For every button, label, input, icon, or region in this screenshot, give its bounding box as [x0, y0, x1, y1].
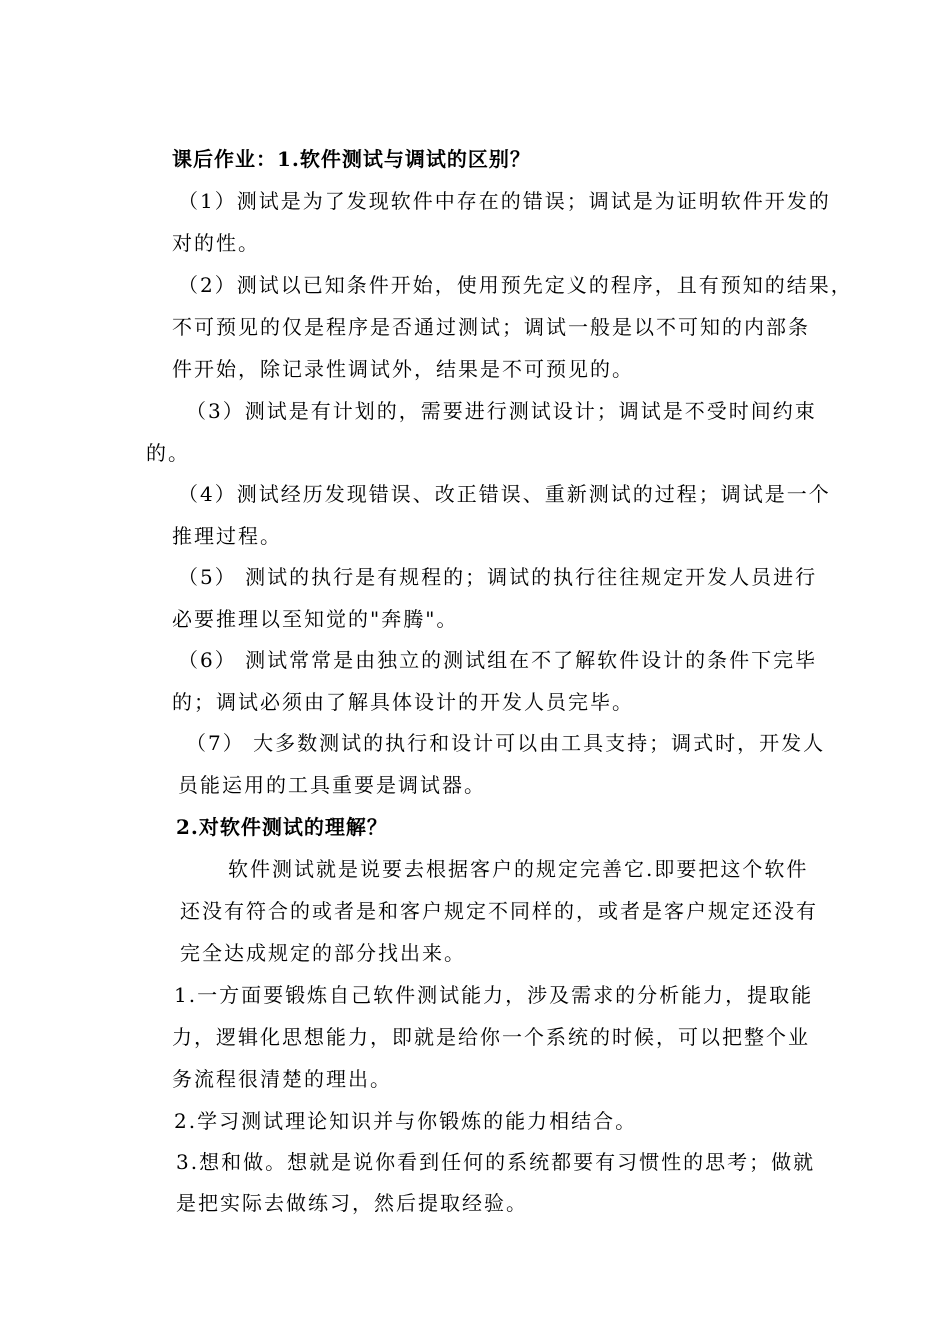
difference-item-3: （3）测试是有计划的，需要进行测试设计；调试是不受时间约束 — [186, 399, 817, 423]
difference-item-6: （6） 测试常常是由独立的测试组在不了解软件设计的条件下完毕 — [178, 648, 818, 672]
difference-item-4-cont: 推理过程。 — [172, 524, 282, 548]
difference-item-2-cont: 不可预见的仅是程序是否通过测试；调试一般是以不可知的内部条 — [172, 315, 810, 339]
understanding-paragraph: 还没有符合的或者是和客户规定不同样的，或者是客户规定还没有 — [180, 899, 818, 923]
difference-item-6-cont: 的；调试必须由了解具体设计的开发人员完毕。 — [172, 690, 634, 714]
understanding-heading: 2.对软件测试的理解？ — [176, 815, 388, 839]
understanding-point-1: 务流程很清楚的理出。 — [172, 1067, 392, 1091]
understanding-point-3: 3.想和做。想就是说你看到任何的系统都要有习惯性的思考；做就 — [176, 1150, 816, 1174]
understanding-point-2: 2.学习测试理论知识并与你锻炼的能力相结合。 — [174, 1109, 638, 1133]
difference-item-3-cont: 的。 — [146, 441, 190, 465]
difference-item-5: （5） 测试的执行是有规程的；调试的执行往往规定开发人员进行 — [178, 565, 818, 589]
understanding-point-1: 力，逻辑化思想能力，即就是给你一个系统的时候，可以把整个业 — [172, 1025, 810, 1049]
difference-item-1-cont: 对的性。 — [172, 231, 260, 255]
difference-item-1: （1）测试是为了发现软件中存在的错误；调试是为证明软件开发的 — [178, 189, 831, 213]
difference-item-7-cont: 员能运用的工具重要是调试器。 — [178, 773, 486, 797]
difference-item-2-cont: 件开始，除记录性调试外，结果是不可预见的。 — [172, 357, 634, 381]
understanding-point-3: 是把实际去做练习，然后提取经验。 — [176, 1191, 528, 1215]
difference-item-2: （2）测试以已知条件开始，使用预先定义的程序，且有预知的结果， — [178, 273, 853, 297]
difference-item-7: （7） 大多数测试的执行和设计可以由工具支持；调式时，开发人 — [186, 731, 826, 755]
difference-item-4: （4）测试经历发现错误、改正错误、重新测试的过程；调试是一个 — [178, 482, 831, 506]
difference-item-5-cont: 必要推理以至知觉的"奔腾"。 — [172, 607, 459, 631]
understanding-paragraph: 完全达成规定的部分找出来。 — [180, 941, 466, 965]
homework-heading: 课后作业：1.软件测试与调试的区别？ — [172, 147, 531, 171]
understanding-point-1: 1.一方面要锻炼自己软件测试能力，涉及需求的分析能力，提取能 — [174, 983, 814, 1007]
understanding-paragraph: 软件测试就是说要去根据客户的规定完善它.即要把这个软件 — [228, 857, 809, 881]
